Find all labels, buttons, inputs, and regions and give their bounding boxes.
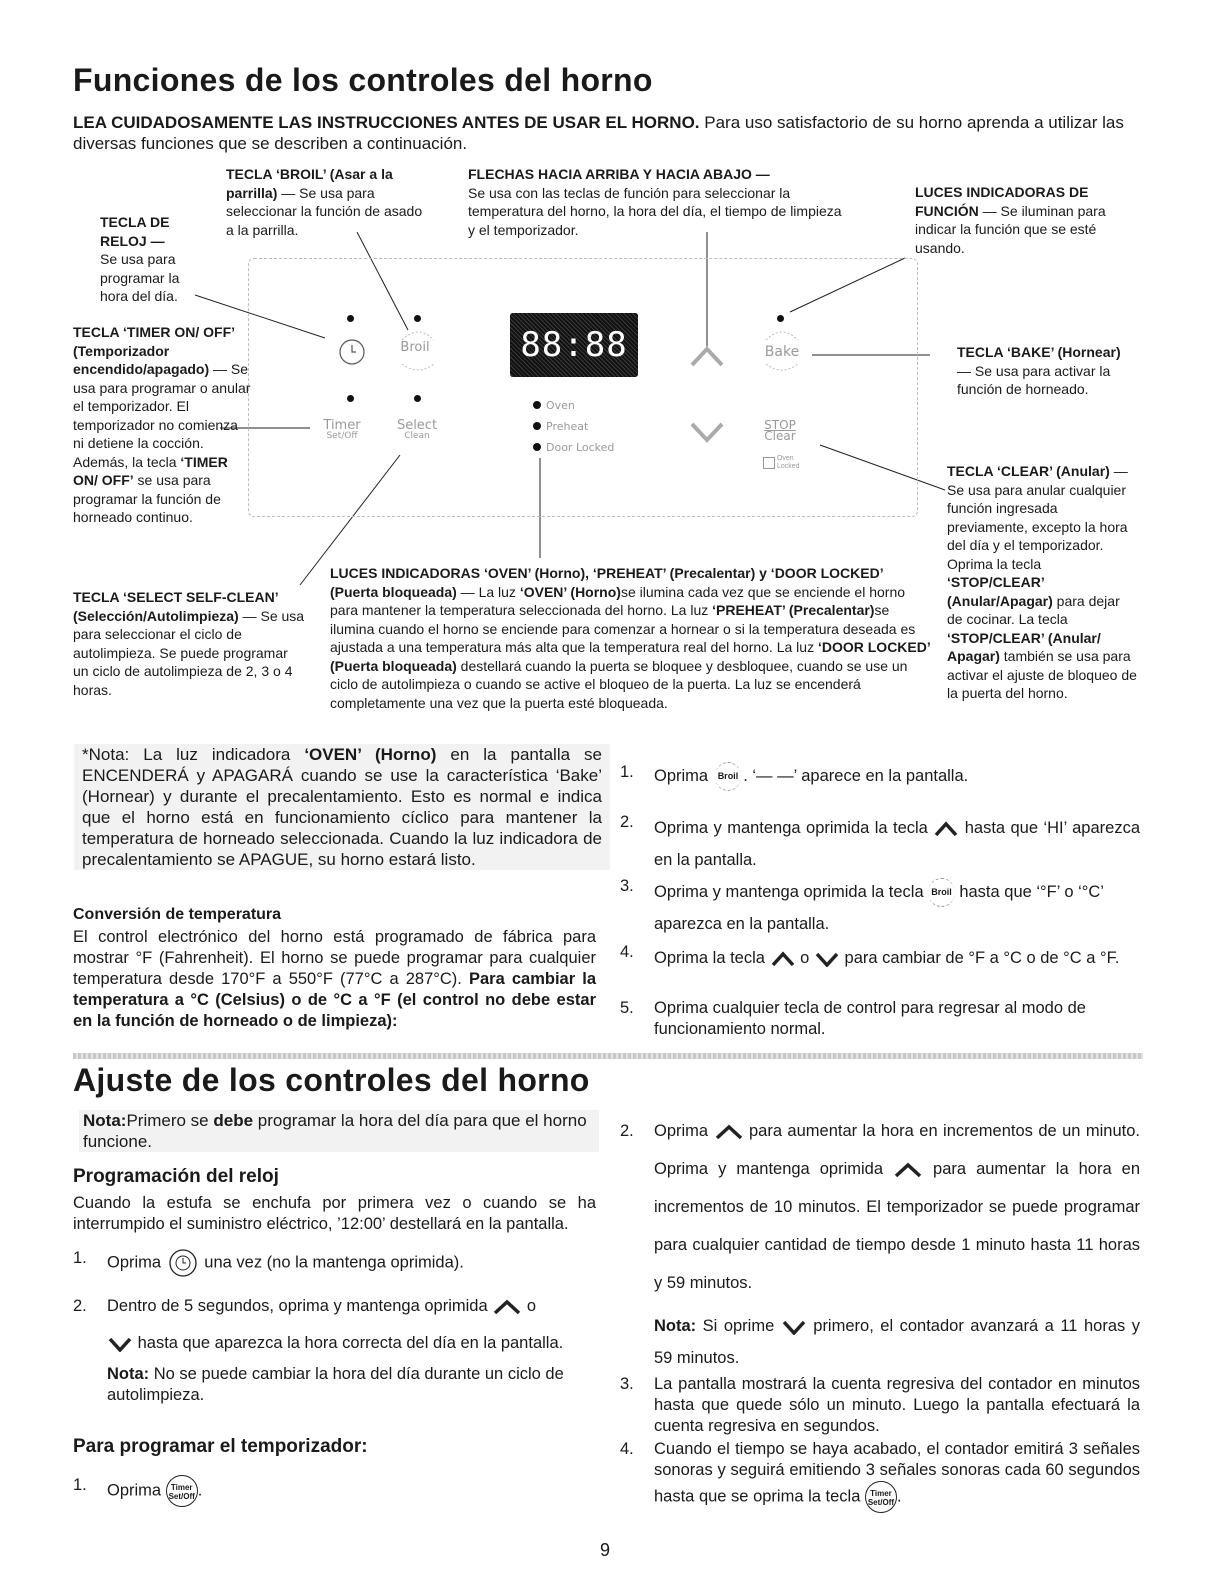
clock-steps [73,1248,596,1406]
indicator-dot [414,315,421,322]
intro-rest: Para uso satisfactorio de su horno aprenda a utilizar las diversas funciones que se describen a continuación. [73,113,1124,153]
timer-step-1: 1. Oprima Timer Set/Off . [73,1475,596,1507]
control-panel [248,258,918,517]
down-arrow-icon [107,1336,133,1352]
select-key-label: Select [396,418,438,433]
timer-icon: Timer Set/Off [865,1481,897,1513]
clock-icon [336,336,368,368]
timer-step-2: 2. Oprima para aumentar la hora en incrementos de un minuto. Oprima y mantenga oprimida para aumentar la hora en incrementos de 10 minutos. El temporizador se puede programar para cualquier cantidad de tiempo desde 1 minuto hasta 11 horas y 59 minutos. Nota: Si oprime primero, el contador avanzará a 11 horas y 59 minutos. [620,1122,1141,1367]
display-digits: 88:88 [520,325,628,365]
conversion-title: Conversión de temperatura [73,906,282,923]
up-arrow-icon [714,1124,744,1140]
clock-key[interactable] [336,336,368,368]
down-arrow-key[interactable] [690,420,724,444]
indicator-dot [414,395,421,402]
clock-key-label: TECLA DE RELOJ — Se usa para programar la hora del día. [100,214,180,304]
oven-locked-indicator: Oven Locked [763,455,800,471]
broil-icon: Broil [928,878,955,907]
door-locked-light-label: Door Locked [546,441,615,454]
up-arrow-key[interactable] [690,345,724,369]
stop-key-label: STOP [764,418,796,432]
bake-key[interactable]: Bake [764,344,800,360]
indicator-lights-description: LUCES INDICADORAS ‘OVEN’ (Horno), ‘PREHEAT’ (Precalentar) y ‘DOOR LOCKED’ (Puerta bloqueada) — La luz ‘OVEN’ (Horno)se ilumina cada vez que se enciende el horno para mantener la temperatura seleccionada del horno. La luz ‘PREHEAT’ (Precalentar)se ilumina cuando el horno se enciende para comenzar a hornear o si la temperatura deseada es ajustada a una temperatura más alta que la temperatura real del horno. La luz ‘DOOR LOCKED’ (Puerta bloqueada) destellará cuando la puerta se bloquee y desbloquee, cuando se use un ciclo de autolimpieza o cuando se active el bloqueo de la puerta. La luz se encenderá completamente una vez que la puerta esté bloqueada. [330,565,930,711]
stop-clear-key[interactable] [752,420,808,442]
conv-step-4: 4. Oprima la tecla o para cambiar de °F a °C o de °C a °F. [620,943,1120,967]
timer-key[interactable] [318,420,366,442]
conv-step-3: 3. Oprima y mantenga oprimida la tecla Broil hasta que ‘°F’ o ‘°C’ aparezca en la pantalla. [620,877,1104,933]
timer-section-title: Para programar el temporizador: [73,1436,368,1457]
clock-step-2: 2. Dentro de 5 segundos, oprima y mantenga oprimida o hasta que aparezca la hora correcta del día en la pantalla. Nota: No se puede cambiar la hora del día durante un ciclo de autolimpieza. [73,1297,564,1404]
preheat-light-label: Preheat [546,420,589,433]
time-note: Nota:Primero se debe programar la hora del día para que el horno funcione. [79,1110,599,1152]
timer-key-label: Timer [323,418,361,433]
conv-step-1: 1. Oprima Broil . ‘— —’ aparece en la pantalla. [620,762,1140,812]
up-arrow-icon [893,1162,923,1178]
broil-key-description: TECLA ‘BROIL’ (Asar a la parrilla) — Se usa para seleccionar la función de asado a la parrilla. [226,166,423,238]
oven-light-note: *Nota: La luz indicadora ‘OVEN’ (Horno) en la pantalla se ENCENDERÁ y APAGARÁ cuando se use la característica ‘Bake’ (Hornear) y durante el precalentamiento. Esto es normal e indica que el horno está en funcionamiento cíclico para mantener la temperatura de horneado seleccionada. Cuando la luz indicadora de precalentamiento se APAGUE, su horno estará listo. [74,744,610,870]
clock-step-1: 1. Oprima una vez (no la mantenga oprimida). [73,1248,596,1296]
digital-display [510,313,638,377]
page-number: 9 [600,1540,611,1560]
down-arrow-icon [781,1319,807,1335]
indicator-dot [777,315,784,322]
conversion-paragraph: El control electrónico del horno está programado de fábrica para mostrar °F (Fahrenheit). El horno se puede programar para cualquier temperatura desde 170°F a 550°F (77°C a 287°C). Para cambiar la temperatura a °C (Celsius) o de °C a °F (el control no debe estar en la función de horneado o de limpieza): [73,928,596,1030]
select-key-sublabel: Clean [404,431,430,441]
lock-icon [763,457,775,469]
timer-key-description: TECLA ‘TIMER ON/ OFF’ (Temporizador encendido/apagado) — Se usa para programar o anular el temporizador. El temporizador no comienza ni detiene la cocción. Además, la tecla ‘TIMER ON/ OFF’ se usa para programar la función de horneado continuo. [73,324,251,525]
oven-light-label: Oven [546,399,575,412]
clock-icon [166,1248,200,1278]
intro-bold: LEA CUIDADOSAMENTE LAS INSTRUCCIONES ANTES DE USAR EL HORNO. [73,113,700,132]
conversion-steps [620,762,1140,1040]
select-key-description: TECLA ‘SELECT SELF-CLEAN’ (Selección/Autolimpieza) — Se usa para seleccionar el ciclo de autolimpieza. Se puede programar un ciclo de autolimpieza de 2, 3 o 4 horas. [73,589,305,698]
timer-step-4: 4. Cuando el tiempo se haya acabado, el contador emitirá 3 señales sonoras y seguirá emitiendo 3 señales sonoras cada 60 segundos hasta que se oprima la tecla Timer Set/Off . [620,1439,1140,1513]
broil-icon: Broil [715,762,742,791]
section-divider [73,1053,1143,1059]
down-arrow-icon [814,951,840,967]
timer-key-sublabel: Set/Off [326,431,358,441]
broil-key[interactable]: Broil [400,340,430,355]
clock-section-title: Programación del reloj [73,1166,279,1187]
timer-step-3: 3. La pantalla mostrará la cuenta regresiva del contador en minutos hasta que quede sólo un minuto. Luego la pantalla efectuará la cuenta regresiva en segundos. [620,1375,1140,1435]
up-arrow-icon [492,1299,522,1315]
timer-steps [620,1112,1140,1513]
conv-step-2: 2. Oprima y mantenga oprimida la tecla hasta que ‘HI’ aparezca en la pantalla. [620,813,1140,869]
arrows-description: FLECHAS HACIA ARRIBA Y HACIA ABAJO — Se usa con las teclas de función para seleccionar la temperatura del horno, la hora del día, el tiempo de limpieza y el temporizador. [468,166,842,238]
clock-intro: Cuando la estufa se enchufa por primera vez o cuando se ha interrumpido el suministro eléctrico, ’12:00’ destellará en la pantalla. [73,1194,596,1233]
bake-key-description: TECLA ‘BAKE’ (Hornear) — Se usa para activar la función de horneado. [957,344,1121,397]
clear-key-label: Clear [764,429,796,443]
timer-icon: Timer Set/Off [166,1475,198,1507]
conv-step-5: 5. Oprima cualquier tecla de control para regresar al modo de funcionamiento normal. [620,999,1086,1038]
indicator-dot [347,395,354,402]
select-key[interactable] [394,420,440,442]
clear-key-description: TECLA ‘CLEAR’ (Anular) — Se usa para anular cualquier función ingresada previamente, excepto la hora del día y el temporizador. Oprima la tecla ‘STOP/CLEAR’ (Anular/Apagar) para dejar de cocinar. La tecla ‘STOP/CLEAR’ (Anular/ Apagar) también se usa para activar el ajuste de bloqueo de la puerta del horno. [947,463,1137,701]
up-arrow-icon [933,821,959,837]
page-title: Funciones de los controles del horno [73,62,653,98]
indicator-dot [347,315,354,322]
section2-title: Ajuste de los controles del horno [73,1062,590,1098]
function-lights-description: LUCES INDICADORAS DE FUNCIÓN — Se iluminan para indicar la función que se esté usando. [915,184,1106,256]
up-arrow-icon [770,951,796,967]
status-lights [533,395,614,458]
broil-key-arc [396,326,440,376]
